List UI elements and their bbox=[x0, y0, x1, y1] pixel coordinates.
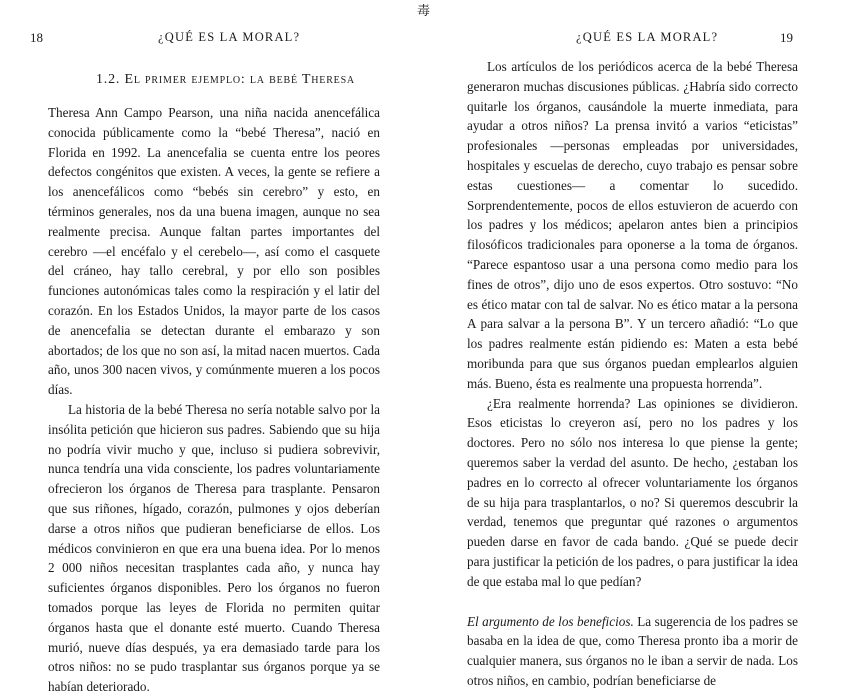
paragraph: Los artículos de los periódicos acerca de la bebé Theresa generaron muchas discusiones públicas. ¿Habría sido correcto quitarle los órganos, causándole la muerte inmediata, para ayudar a otros niños? La prensa invitó a varios “eticistas” profesionales —personas empleadas por universidades, hospitales y escuelas de derecho, cuyo trabajo es pensar sobre estas cuestiones— a comentar lo sucedido. Sorprendentemente, pocos de ellos estuvieron de acuerdo con los padres y los médicos; apelaron antes bien a principios filosóficos tradicionales para oponerse a la toma de órganos. “Parece espantoso usar a una persona como medio para los fines de otros”, dijo uno de esos expertos. Otro sostuvo: “No es ético matar con tal de salvar. No es ético matar a la persona A para salvar a la persona B”. Y un tercero añadió: “Lo que los padres realmente están pidiendo es: Maten a esta bebé moribunda para que sus órganos puedan emplearlos alguien más. Bueno, ésta es realmente una propuesta horrenda”. bbox=[467, 59, 798, 391]
page-number: 18 bbox=[30, 30, 43, 45]
paragraph: Theresa Ann Campo Pearson, una niña nacida anencefálica conocida públicamente como la “bebé Theresa”, nació en Florida en 1992. La anencefalia se cuenta entre los peores defectos congénitos que existen. A veces, la gente se refiere a los anencefálicos como “bebés sin cerebro” y esto, en términos generales, nos da una buena imagen, aunque no sea realmente precisa. Aunque faltan partes importantes del cerebro —el encéfalo y el cerebelo—, así como el casquete del cráneo, hay tallo cerebral, y por ello son posibles funciones autonómicas tales como la respiración y el latir del corazón. En los Estados Unidos, la mayor parte de los casos de anencefalia se detectan durante el embarazo y son abortados; de los que no son así, la mitad nacen muertos. Cada año, unos 300 nacen vivos, y comúnmente mueren a los pocos días. bbox=[48, 105, 380, 398]
page-number: 19 bbox=[780, 30, 793, 45]
paragraph-text: La sugerencia de los padres se basaba en la idea de que, como Theresa pronto iba a morir de cualquier manera, sus órganos no le iban a servir de nada. Los otros niños, en cambio, podrían beneficiarse de bbox=[467, 613, 798, 688]
left-page bbox=[0, 0, 424, 695]
right-page bbox=[424, 0, 848, 688]
section-title: 1.2. El primer ejemplo: la bebé Theresa bbox=[96, 72, 355, 87]
paragraph bbox=[467, 612, 798, 691]
subsection-heading: El argumento de los beneficios. bbox=[467, 613, 634, 629]
paragraph: ¿Era realmente horrenda? Las opiniones se dividieron. Esos eticistas lo creyeron así, pero no los padres y los doctores. Pero no sólo nos interesa lo que piense la gente; queremos saber la verdad del asunto. De hecho, ¿estaban los padres en lo correcto al ofrecer voluntariamente los órganos de su hija para trasplantarlos, o no? Si queremos descubrir la verdad, tenemos que preguntar qué razones o argumentos pueden darse en favor de cada bando. ¿Qué se puede decir para justificar la petición de los padres, o para justificar la idea de que estaba mal lo que pedían? bbox=[467, 395, 799, 589]
body-text bbox=[48, 103, 380, 697]
gutter-scan-mark: 毒 bbox=[417, 3, 431, 18]
paragraph: La historia de la bebé Theresa no sería notable salvo por la insólita petición que hicieron sus padres. Sabiendo que su hija no podría vivir mucho y que, incluso si pudiera sobrevivir, nunca tendría una vida consciente, los padres voluntariamente ofrecieron los órganos de Theresa para trasplante. Pensaron que sus riñones, hígado, corazón, pulmones y ojos deberían darse a otros niños que pudieran beneficiarse de ellos. Los médicos convinieron en que era una buena idea. Por lo menos 2 000 niños necesitan trasplantes cada año, y nunca hay suficientes órganos disponibles. Pero los órganos no fueron tomados porque las leyes de Florida no permiten quitar órganos hasta que el donante esté muerto. Cuando Theresa murió, nueve días después, ya era demasiado tarde para los otros niños: no se pudo trasplantar sus órganos porque ya se habían deteriorado. bbox=[48, 401, 380, 695]
running-head: ¿QUÉ ES LA MORAL? bbox=[576, 30, 719, 44]
running-head: ¿QUÉ ES LA MORAL? bbox=[158, 30, 301, 44]
body-text bbox=[467, 57, 798, 691]
